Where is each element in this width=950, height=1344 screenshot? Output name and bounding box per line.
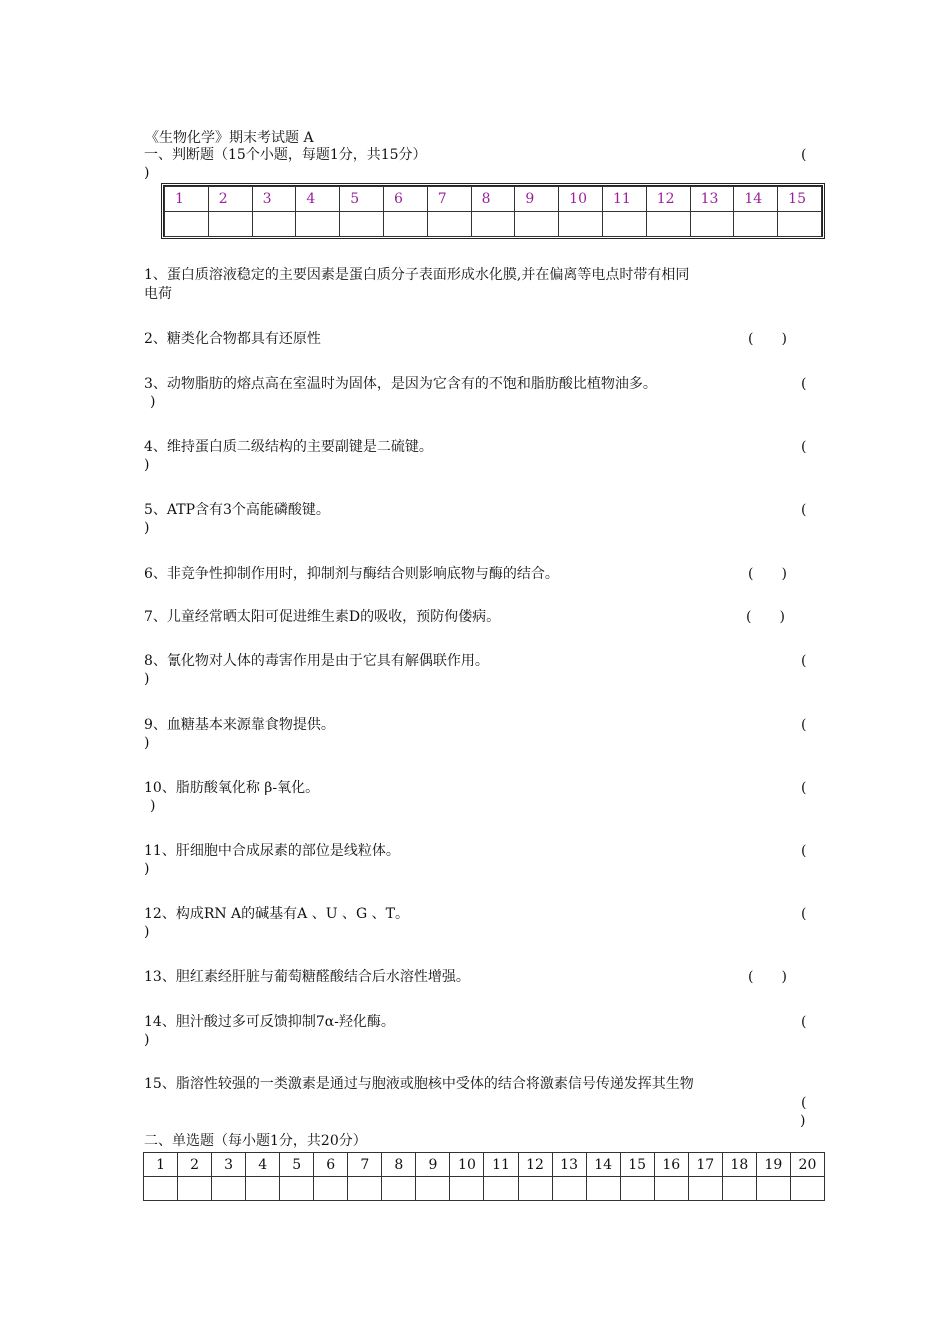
grid-number-cell: 7 (427, 187, 471, 212)
question-10: 10、脂肪酸氧化称 β-氧化。 (144, 780, 320, 796)
grid-number-cell: 3 (212, 1153, 246, 1177)
grid-answer-cell[interactable] (518, 1177, 552, 1201)
grid-number-cell: 18 (722, 1153, 756, 1177)
grid-number-cell: 9 (416, 1153, 450, 1177)
grid-number-cell: 5 (280, 1153, 314, 1177)
grid-number-cell: 13 (552, 1153, 586, 1177)
grid-number-cell: 6 (314, 1153, 348, 1177)
open-paren: ( (801, 1014, 807, 1030)
open-paren: ( (801, 653, 807, 669)
grid-answer-cell[interactable] (280, 1177, 314, 1201)
close-paren: ) (150, 394, 156, 410)
grid-answer-cell[interactable] (484, 1177, 518, 1201)
grid-answer-cell[interactable] (382, 1177, 416, 1201)
close-paren: ) (144, 520, 150, 536)
question-1: 1、蛋白质溶液稳定的主要因素是蛋白质分子表面形成水化膜,并在偏离等电点时带有相同 (144, 267, 690, 283)
close-paren: ) (144, 924, 150, 940)
open-paren: ( (801, 1095, 807, 1111)
question-12: 12、构成RN A的碱基有A 、U 、G 、T。 (144, 906, 409, 922)
grid-number-cell: 4 (296, 187, 340, 212)
grid-answer-cell[interactable] (427, 212, 471, 237)
grid-answer-cell[interactable] (646, 212, 690, 237)
grid-answer-cell[interactable] (212, 1177, 246, 1201)
open-paren: ( (801, 843, 807, 859)
exam-title: 《生物化学》期末考试题 A (145, 130, 314, 146)
close-paren: ) (144, 735, 150, 751)
grid-answer-cell[interactable] (690, 212, 734, 237)
open-paren: ( (801, 717, 807, 733)
question-13: 13、胆红素经肝脏与葡萄糖醛酸结合后水溶性增强。 (144, 969, 470, 985)
grid-number-cell: 12 (646, 187, 690, 212)
grid-number-cell: 2 (178, 1153, 212, 1177)
close-paren: ) (150, 798, 156, 814)
grid-answer-cell[interactable] (383, 212, 427, 237)
grid-number-cell: 6 (383, 187, 427, 212)
close-paren: ) (800, 1113, 806, 1129)
question-1-continuation: 电荷 (144, 286, 172, 302)
grid-answer-cell[interactable] (756, 1177, 790, 1201)
answer-blank: ( ) (748, 566, 787, 582)
question-4: 4、维持蛋白质二级结构的主要副键是二硫键。 (144, 439, 433, 455)
question-8: 8、氰化物对人体的毒害作用是由于它具有解偶联作用。 (144, 653, 489, 669)
answer-blank: ( ) (746, 609, 785, 625)
grid-answer-cell[interactable] (178, 1177, 212, 1201)
grid-answer-cell[interactable] (450, 1177, 484, 1201)
grid-answer-cell[interactable] (654, 1177, 688, 1201)
grid-answer-cell[interactable] (515, 212, 559, 237)
close-paren: ) (144, 861, 150, 877)
grid-number-cell: 8 (471, 187, 515, 212)
question-9: 9、血糖基本来源靠食物提供。 (144, 717, 335, 733)
grid-number-cell: 14 (586, 1153, 620, 1177)
grid-answer-cell[interactable] (471, 212, 515, 237)
grid-number-cell: 14 (734, 187, 778, 212)
grid-answer-cell[interactable] (559, 212, 603, 237)
section1-heading: 一、判断题（15个小题，每题1分，共15分） (144, 147, 427, 163)
grid-answer-cell[interactable] (144, 1177, 178, 1201)
grid-number-cell: 20 (790, 1153, 824, 1177)
grid-number-cell: 15 (620, 1153, 654, 1177)
grid-answer-cell[interactable] (586, 1177, 620, 1201)
grid-number-cell: 13 (690, 187, 734, 212)
grid-answer-cell[interactable] (416, 1177, 450, 1201)
question-7: 7、儿童经常晒太阳可促进维生素D的吸收，预防佝偻病。 (144, 609, 501, 625)
grid-number-cell: 4 (246, 1153, 280, 1177)
grid-answer-cell[interactable] (552, 1177, 586, 1201)
close-paren: ) (144, 671, 150, 687)
grid-answer-cell[interactable] (340, 212, 384, 237)
grid-answer-cell[interactable] (688, 1177, 722, 1201)
grid-number-cell: 1 (144, 1153, 178, 1177)
grid-number-cell: 11 (602, 187, 646, 212)
question-3: 3、动物脂肪的熔点高在室温时为固体，是因为它含有的不饱和脂肪酸比植物油多。 (144, 376, 657, 392)
question-14: 14、胆汁酸过多可反馈抑制7α-羟化酶。 (144, 1014, 395, 1030)
close-paren: ) (144, 165, 150, 181)
answer-grid-1 (161, 183, 825, 239)
question-6: 6、非竞争性抑制作用时，抑制剂与酶结合则影响底物与酶的结合。 (144, 566, 559, 582)
grid-answer-cell[interactable] (165, 212, 209, 237)
answer-blank: ( ) (748, 331, 787, 347)
grid-number-cell: 12 (518, 1153, 552, 1177)
grid-number-cell: 9 (515, 187, 559, 212)
grid-number-cell: 10 (559, 187, 603, 212)
close-paren: ) (144, 1032, 150, 1048)
open-paren: ( (801, 376, 807, 392)
grid-answer-cell[interactable] (208, 212, 252, 237)
close-paren: ) (144, 457, 150, 473)
grid-number-cell: 7 (348, 1153, 382, 1177)
open-paren: ( (801, 906, 807, 922)
grid-number-cell: 8 (382, 1153, 416, 1177)
grid-answer-cell[interactable] (790, 1177, 824, 1201)
grid-number-cell: 3 (252, 187, 296, 212)
open-paren: ( (801, 780, 807, 796)
question-11: 11、肝细胞中合成尿素的部位是线粒体。 (144, 843, 400, 859)
grid-answer-cell[interactable] (620, 1177, 654, 1201)
answer-grid-2 (143, 1152, 825, 1200)
grid-number-cell: 15 (778, 187, 822, 212)
open-paren: ( (801, 147, 807, 163)
grid-number-cell: 11 (484, 1153, 518, 1177)
question-2: 2、糖类化合物都具有还原性 (144, 331, 321, 347)
grid-answer-cell[interactable] (314, 1177, 348, 1201)
question-5: 5、ATP含有3个高能磷酸键。 (144, 502, 330, 518)
grid-number-cell: 5 (340, 187, 384, 212)
open-paren: ( (801, 502, 807, 518)
grid-answer-cell[interactable] (246, 1177, 280, 1201)
question-15: 15、脂溶性较强的一类激素是通过与胞液或胞核中受体的结合将激素信号传递发挥其生物 (144, 1076, 694, 1092)
grid-number-cell: 17 (688, 1153, 722, 1177)
grid-number-cell: 10 (450, 1153, 484, 1177)
grid-number-cell: 1 (165, 187, 209, 212)
grid-answer-cell[interactable] (602, 212, 646, 237)
grid-answer-cell[interactable] (348, 1177, 382, 1201)
grid-answer-cell[interactable] (722, 1177, 756, 1201)
grid-answer-cell[interactable] (734, 212, 778, 237)
answer-blank: ( ) (748, 969, 787, 985)
grid-answer-cell[interactable] (252, 212, 296, 237)
grid-answer-cell[interactable] (778, 212, 822, 237)
section2-heading: 二、单选题（每小题1分，共20分） (144, 1133, 367, 1149)
grid-number-cell: 16 (654, 1153, 688, 1177)
grid-answer-cell[interactable] (296, 212, 340, 237)
open-paren: ( (801, 439, 807, 455)
grid-number-cell: 2 (208, 187, 252, 212)
grid-number-cell: 19 (756, 1153, 790, 1177)
